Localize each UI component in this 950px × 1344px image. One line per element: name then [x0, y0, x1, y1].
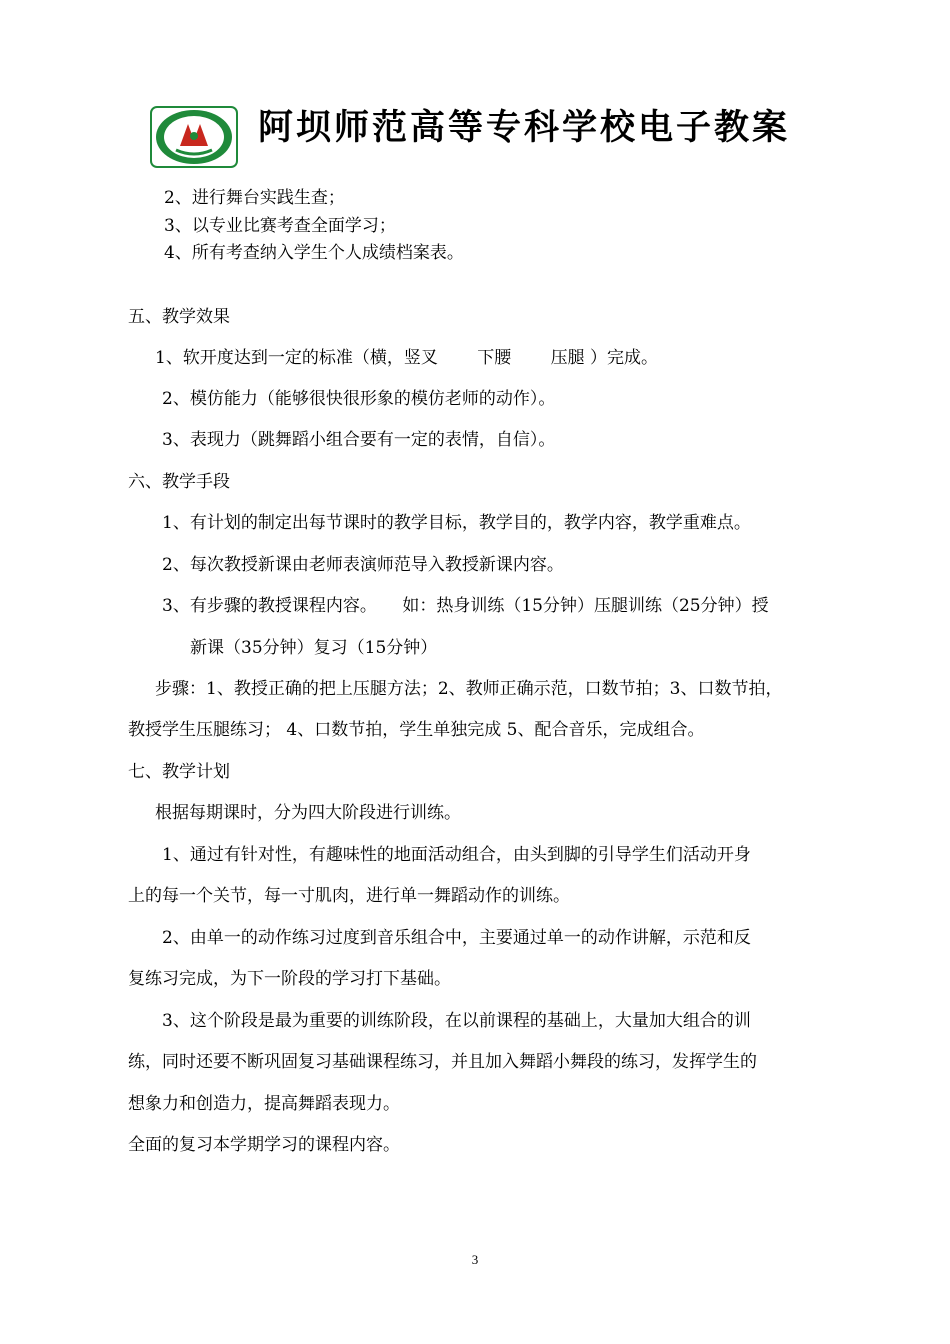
effect-item-3: 3、表现力（跳舞蹈小组合要有一定的表情，自信）。: [162, 430, 556, 450]
plan-item-2-line-2: 复练习完成，为下一阶段的学习打下基础。: [128, 969, 451, 989]
effect-item-2: 2、模仿能力（能够很快很形象的模仿老师的动作）。: [162, 389, 556, 409]
section-heading-teaching-methods: 六、教学手段: [128, 472, 230, 492]
plan-intro: 根据每期课时，分为四大阶段进行训练。: [155, 803, 461, 823]
review-line: 全面的复习本学期学习的课程内容。: [128, 1135, 400, 1155]
effect-item-1: 1、软开度达到一定的标准（横，竖叉 下腰 压腿 ）完成。: [155, 348, 659, 368]
school-title: 阿坝师范高等专科学校电子教案: [258, 108, 791, 148]
plan-item-3-line-1: 3、这个阶段是最为重要的训练阶段，在以前课程的基础上，大量加大组合的训: [162, 1011, 751, 1031]
method-item-1: 1、有计划的制定出每节课时的教学目标，教学目的，教学内容，教学重难点。: [162, 513, 751, 533]
steps-paragraph-line-1: 步骤：1、教授正确的把上压腿方法；2、教师正确示范，口数节拍；3、口数节拍，: [155, 679, 783, 699]
plan-item-2-line-1: 2、由单一的动作练习过度到音乐组合中，主要通过单一的动作讲解，示范和反: [162, 928, 751, 948]
exam-item-3: 3、以专业比赛考查全面学习；: [164, 216, 396, 236]
method-item-2: 2、每次教授新课由老师表演师范导入教授新课内容。: [162, 555, 564, 575]
page-number: 3: [471, 1252, 479, 1267]
method-item-3-continued: 新课（35分钟）复习（15分钟）: [190, 638, 438, 658]
exam-item-4: 4、所有考查纳入学生个人成绩档案表。: [164, 243, 464, 263]
plan-item-1-line-2: 上的每一个关节，每一寸肌肉，进行单一舞蹈动作的训练。: [128, 886, 570, 906]
exam-item-2: 2、进行舞台实践生查；: [164, 188, 345, 208]
section-heading-teaching-plan: 七、教学计划: [128, 762, 230, 782]
document-header: [150, 98, 830, 178]
plan-item-3-line-2: 练，同时还要不断巩固复习基础课程练习，并且加入舞蹈小舞段的练习，发挥学生的: [128, 1052, 757, 1072]
plan-item-3-line-3: 想象力和创造力，提高舞蹈表现力。: [128, 1094, 400, 1114]
school-logo: [150, 106, 238, 168]
section-heading-teaching-effect: 五、教学效果: [128, 307, 230, 327]
method-item-3: 3、有步骤的教授课程内容。 如：热身训练（15分钟）压腿训练（25分钟）授: [162, 596, 769, 616]
plan-item-1-line-1: 1、通过有针对性，有趣味性的地面活动组合，由头到脚的引导学生们活动开身: [162, 845, 751, 865]
steps-paragraph-line-2: 教授学生压腿练习； 4、口数节拍，学生单独完成 5、配合音乐，完成组合。: [128, 720, 705, 740]
